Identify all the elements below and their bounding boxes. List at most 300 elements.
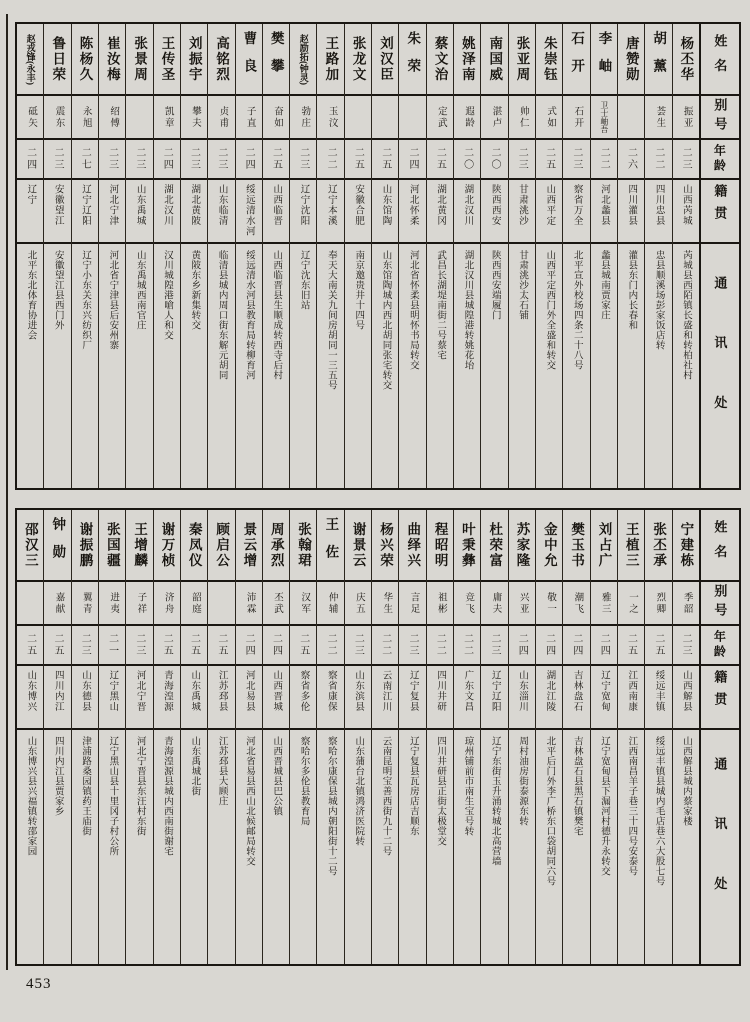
- native-place-cell: [591, 664, 617, 728]
- age: 二四: [598, 633, 610, 657]
- name-cell: [618, 510, 644, 580]
- row-header: 别号: [712, 584, 728, 622]
- native-place: 绥远清水河: [243, 184, 254, 237]
- name-cell: [99, 24, 125, 94]
- person-column: [371, 24, 398, 488]
- alias-cell: [645, 94, 671, 138]
- age: 二四: [516, 633, 528, 657]
- alias-cell: [154, 580, 180, 624]
- alias-cell: [208, 94, 234, 138]
- age-cell: [454, 138, 480, 178]
- address: 山西临晋县生顺成转西寺后村: [271, 250, 282, 380]
- native-place-cell: [372, 664, 398, 728]
- native-place: 辽宁黑山: [107, 670, 118, 712]
- native-place-cell: [427, 664, 453, 728]
- name: 程昭明: [432, 521, 448, 569]
- person-column: [344, 510, 371, 964]
- address-cell: [536, 728, 562, 964]
- address-cell: [99, 242, 125, 488]
- alias-cell: [99, 94, 125, 138]
- native-place-cell: [563, 664, 589, 728]
- name-cell: [126, 510, 152, 580]
- native-place-cell: [181, 178, 207, 242]
- alias-cell: [17, 94, 43, 138]
- alias: 凯章: [162, 105, 173, 129]
- name-cell: [263, 24, 289, 94]
- age: 二三: [133, 633, 145, 657]
- native-place-cell: [290, 178, 316, 242]
- native-place: 辽宁本溪: [325, 184, 336, 226]
- name-cell: [427, 24, 453, 94]
- age-cell: [345, 624, 371, 664]
- age: 二二: [325, 147, 337, 171]
- native-place: 甘肃洮沙: [517, 184, 527, 226]
- name: 张龙文: [350, 35, 366, 83]
- native-place: 江西南康: [626, 670, 637, 712]
- address: 蠡县城南贾家庄: [599, 250, 610, 320]
- row-header: 年龄: [712, 144, 727, 174]
- address-cell: [399, 242, 425, 488]
- native-place: 四川井研: [435, 670, 446, 712]
- age: 二四: [24, 147, 36, 171]
- age: 二二: [379, 633, 391, 657]
- alias: 砥矢: [26, 105, 37, 129]
- age-cell: [181, 138, 207, 178]
- alias: 勃庄: [299, 105, 310, 129]
- alias-cell: [317, 94, 343, 138]
- age: 二二: [434, 633, 446, 657]
- name: 高铭烈: [214, 35, 230, 83]
- name: 叶秉彝: [459, 521, 475, 569]
- name: 张亚周: [514, 35, 530, 83]
- address: 琼州铺前市南生宝号转: [462, 736, 473, 836]
- alias: 言足: [408, 591, 419, 615]
- row-header-cell: [701, 624, 739, 664]
- address: 山东禹城西南官庄: [134, 250, 145, 330]
- name-cell: [154, 510, 180, 580]
- name: 杨兴荣: [377, 521, 393, 569]
- address-cell: [345, 728, 371, 964]
- name-cell: [536, 510, 562, 580]
- alias-cell: [126, 580, 152, 624]
- native-place: 河北怀柔: [407, 184, 418, 226]
- alias: 一之: [627, 591, 638, 615]
- alias: 嘉献: [53, 591, 64, 615]
- age-cell: [126, 138, 152, 178]
- name: 朱荣: [405, 31, 421, 87]
- age-cell: [290, 138, 316, 178]
- address-cell: [44, 728, 70, 964]
- name-cell: [618, 24, 644, 94]
- person-column: [398, 24, 425, 488]
- native-place-cell: [454, 178, 480, 242]
- alias-cell: [591, 94, 617, 138]
- native-place: 湖北汉川: [462, 184, 473, 226]
- alias-cell: [236, 94, 262, 138]
- person-column: [453, 510, 480, 964]
- alias-cell: [509, 94, 535, 138]
- alias-cell: [591, 580, 617, 624]
- person-column: [71, 510, 98, 964]
- name: 曹良: [241, 31, 257, 87]
- name: 张景周: [132, 35, 148, 83]
- name: 谢万桢: [159, 521, 175, 569]
- person-column: [371, 510, 398, 964]
- person-column: [43, 24, 70, 488]
- native-place-cell: [673, 664, 699, 728]
- alias: 湛卢: [490, 105, 501, 129]
- alias-cell: [317, 580, 343, 624]
- native-place-cell: [99, 664, 125, 728]
- alias-cell: [481, 580, 507, 624]
- name: 谢振鹏: [77, 521, 93, 569]
- address: 河北宁晋县东汪村东街: [134, 736, 145, 836]
- native-place-cell: [509, 664, 535, 728]
- address-cell: [345, 242, 371, 488]
- native-place: 辽宁复县: [407, 670, 418, 712]
- age-cell: [72, 624, 98, 664]
- address-cell: [481, 728, 507, 964]
- age: 二五: [379, 147, 391, 171]
- person-column: [153, 510, 180, 964]
- age-cell: [509, 138, 535, 178]
- address-cell: [372, 728, 398, 964]
- address: 河北省怀柔县明怀书局转交: [407, 250, 418, 370]
- name: 宁建栋: [678, 521, 694, 569]
- native-place-cell: [317, 178, 343, 242]
- person-column: [672, 24, 699, 488]
- age-cell: [563, 138, 589, 178]
- age: 二四: [570, 633, 582, 657]
- alias: 石开: [572, 105, 583, 129]
- native-place-cell: [290, 664, 316, 728]
- alias: 进夷: [108, 591, 119, 615]
- name-cell: [509, 510, 535, 580]
- age: 二二: [461, 633, 473, 657]
- address: 四川内江县贾家乡: [52, 736, 63, 816]
- address: 河北省宁津县后安州寨: [107, 250, 118, 350]
- row-header: 籍贯: [712, 184, 728, 229]
- age-cell: [317, 624, 343, 664]
- address: 察哈尔多伦县教育局: [298, 736, 309, 826]
- native-place-cell: [645, 178, 671, 242]
- age-cell: [208, 138, 234, 178]
- address: 山东博兴县兴福镇转邵家园: [25, 736, 36, 856]
- row-header-cell: [701, 242, 739, 488]
- native-place-cell: [99, 178, 125, 242]
- alias: 韶庭: [190, 591, 201, 615]
- age: 二四: [270, 633, 282, 657]
- native-place-cell: [208, 178, 234, 242]
- native-place-cell: [44, 178, 70, 242]
- native-place-cell: [154, 178, 180, 242]
- alias-cell: [673, 580, 699, 624]
- native-place: 察省万全: [571, 184, 582, 226]
- native-place: 山东馆陶: [380, 184, 391, 226]
- name-cell: [372, 24, 398, 94]
- alias-cell: [17, 580, 43, 624]
- name-cell: [591, 24, 617, 94]
- address-cell: [399, 728, 425, 964]
- row-header-column: [699, 510, 739, 964]
- address-cell: [290, 242, 316, 488]
- alias: 竞飞: [463, 591, 474, 615]
- alias-cell: [372, 580, 398, 624]
- alias: 子直: [244, 105, 255, 129]
- address: 北平宣外校场四条二十八号: [571, 250, 582, 370]
- age: 二四: [543, 633, 555, 657]
- name: 刘振宇: [186, 35, 202, 83]
- age-cell: [208, 624, 234, 664]
- age-cell: [481, 138, 507, 178]
- native-place-cell: [72, 664, 98, 728]
- alias-cell: [345, 94, 371, 138]
- alias-cell: [263, 94, 289, 138]
- age: 二三: [570, 147, 582, 171]
- row-header: 姓名: [712, 34, 728, 84]
- alias-cell: [563, 94, 589, 138]
- name-cell: [673, 24, 699, 94]
- native-place-cell: [399, 664, 425, 728]
- address: 陕西西安端履门: [489, 250, 500, 320]
- name: 邵汉三: [22, 521, 38, 569]
- alias-cell: [563, 580, 589, 624]
- name-cell: [345, 24, 371, 94]
- alias-cell: [645, 580, 671, 624]
- address-cell: [427, 242, 453, 488]
- person-column: [71, 24, 98, 488]
- address-cell: [154, 242, 180, 488]
- address-cell: [126, 242, 152, 488]
- native-place-cell: [509, 178, 535, 242]
- age: 二三: [680, 633, 692, 657]
- native-place-cell: [126, 178, 152, 242]
- name: 石开: [569, 31, 585, 87]
- address-cell: [263, 728, 289, 964]
- name: 刘占广: [596, 521, 612, 569]
- address-cell: [126, 728, 152, 964]
- person-column: [289, 510, 316, 964]
- address: 江西南昌羊子巷三十四号安泰号: [626, 736, 637, 876]
- native-place-cell: [427, 178, 453, 242]
- age: 二三: [188, 147, 200, 171]
- address: 察哈尔康保县城内朝阳街十二号: [325, 736, 336, 876]
- person-column: [508, 24, 535, 488]
- native-place-cell: [317, 664, 343, 728]
- age: 二五: [215, 633, 227, 657]
- address-cell: [236, 242, 262, 488]
- native-place-cell: [181, 664, 207, 728]
- address: 山东禹城北街: [189, 736, 200, 796]
- address-cell: [372, 242, 398, 488]
- person-column: [207, 510, 234, 964]
- age-cell: [236, 138, 262, 178]
- name-cell: [154, 24, 180, 94]
- person-column: [562, 510, 589, 964]
- alias-cell: [536, 94, 562, 138]
- name: 朱崇钰: [541, 35, 557, 83]
- alias: 振亚: [681, 105, 692, 129]
- person-column: [590, 24, 617, 488]
- native-place: 山西解县: [680, 670, 691, 712]
- native-place: 青海湟源: [161, 670, 172, 712]
- native-place: 山西临晋: [271, 184, 282, 226]
- address-cell: [154, 728, 180, 964]
- native-place-cell: [208, 664, 234, 728]
- name-cell: [126, 24, 152, 94]
- alias: 庆五: [353, 591, 364, 615]
- name: 鲁日荣: [50, 35, 66, 83]
- age-cell: [263, 138, 289, 178]
- name-cell: [645, 510, 671, 580]
- row-header-cell: [701, 510, 739, 580]
- age: 二七: [79, 147, 91, 171]
- alias-cell: [290, 580, 316, 624]
- alias: 兴亚: [517, 591, 528, 615]
- name: 唐赞勋: [623, 35, 639, 83]
- native-place: 山东滨县: [353, 670, 364, 712]
- native-place: 湖北黄陂: [189, 184, 200, 226]
- native-place-cell: [345, 178, 371, 242]
- name-cell: [290, 24, 316, 94]
- name: 曲绎兴: [405, 521, 421, 569]
- native-place: 山西晋城: [271, 670, 282, 712]
- alias-cell: [72, 580, 98, 624]
- address: 青海湟源县城内西南街谢宅: [162, 736, 173, 856]
- address: 江苏邳县大顾庄: [216, 736, 227, 806]
- alias: 帅仁: [517, 105, 528, 129]
- row-header-cell: [701, 24, 739, 94]
- name: 杜荣富: [487, 521, 503, 569]
- age: 二五: [434, 147, 446, 171]
- age-cell: [372, 138, 398, 178]
- age: 二三: [215, 147, 227, 171]
- age-cell: [263, 624, 289, 664]
- address-cell: [645, 728, 671, 964]
- alias-cell: [509, 580, 535, 624]
- name-cell: [208, 24, 234, 94]
- person-column: [426, 510, 453, 964]
- age-cell: [645, 624, 671, 664]
- alias-cell: [427, 580, 453, 624]
- alias: 奋如: [271, 105, 282, 129]
- person-column: [98, 510, 125, 964]
- name: 胡薰: [651, 31, 667, 87]
- name-cell: [236, 510, 262, 580]
- age-cell: [17, 138, 43, 178]
- age-cell: [645, 138, 671, 178]
- alias-cell: [72, 94, 98, 138]
- alias: 贞甫: [217, 105, 228, 129]
- native-place: 山西平定: [544, 184, 555, 226]
- person-column: [344, 24, 371, 488]
- age: 二四: [243, 633, 255, 657]
- name: 樊攀: [268, 31, 284, 87]
- age-cell: [481, 624, 507, 664]
- age: 二三: [352, 633, 364, 657]
- alias: 攀夫: [190, 105, 201, 129]
- address-cell: [563, 728, 589, 964]
- native-place-cell: [618, 664, 644, 728]
- age: 二二: [325, 633, 337, 657]
- name: 秦凤仪: [186, 521, 202, 569]
- person-column: [98, 24, 125, 488]
- address-cell: [236, 728, 262, 964]
- name-cell: [72, 510, 98, 580]
- address-cell: [181, 242, 207, 488]
- address: 武昌长湖堤南街二号蔡宅: [435, 250, 446, 360]
- row-header: 姓名: [712, 520, 728, 570]
- alias: 震东: [53, 105, 64, 129]
- person-column: [508, 510, 535, 964]
- address-cell: [563, 242, 589, 488]
- native-place-cell: [454, 664, 480, 728]
- alias: 烈卿: [654, 591, 665, 615]
- age: 二五: [24, 633, 36, 657]
- age: 二五: [543, 147, 555, 171]
- name: 刘汉臣: [377, 35, 393, 83]
- name: 谢景云: [350, 521, 366, 569]
- native-place: 陕西西安: [489, 184, 500, 226]
- native-place: 山东德县: [80, 670, 90, 712]
- name: 南国威: [487, 35, 503, 83]
- name-cell: [645, 24, 671, 94]
- page-edge-line: [6, 14, 8, 970]
- address: 四川井研县正街太极堂交: [435, 736, 446, 846]
- age-cell: [454, 624, 480, 664]
- age: 二二: [652, 147, 664, 171]
- person-column: [262, 510, 289, 964]
- native-place: 河北易县: [243, 670, 254, 712]
- person-column: [289, 24, 316, 488]
- native-place: 山东临清: [216, 184, 227, 226]
- age-cell: [345, 138, 371, 178]
- alias: 敬一: [545, 591, 556, 615]
- alias: 汉军: [299, 591, 310, 615]
- address: 临清县城内周口街东解元胡同: [216, 250, 227, 380]
- alias: 式如: [545, 105, 556, 129]
- address-cell: [317, 728, 343, 964]
- address: 山西平定西门外全盛和转交: [544, 250, 555, 370]
- address-cell: [481, 242, 507, 488]
- age-cell: [591, 624, 617, 664]
- name: 顾启公: [214, 521, 230, 569]
- name-cell: [99, 510, 125, 580]
- age: 二五: [652, 633, 664, 657]
- person-column: [480, 24, 507, 488]
- address: 甘肃洮沙太石铺: [517, 250, 528, 320]
- age-cell: [536, 624, 562, 664]
- alias-cell: [181, 580, 207, 624]
- address: 辽宁东街玉升涌转城北高营墙: [489, 736, 500, 866]
- name: 张翰珺: [296, 521, 312, 569]
- person-column: [644, 24, 671, 488]
- address-cell: [181, 728, 207, 964]
- address-cell: [17, 242, 43, 488]
- native-place: 察省康保: [325, 670, 336, 712]
- age-cell: [317, 138, 343, 178]
- age: 二四: [243, 147, 255, 171]
- native-place: 察省多伦: [298, 670, 309, 712]
- address: 河北省易县西山北候邮局转交: [243, 736, 254, 866]
- person-column: [235, 510, 262, 964]
- address-cell: [618, 728, 644, 964]
- age: 二五: [297, 633, 309, 657]
- age-cell: [427, 624, 453, 664]
- address: 辽宁沈东旧站: [298, 250, 309, 310]
- name-cell: [536, 24, 562, 94]
- age: 二三: [488, 633, 500, 657]
